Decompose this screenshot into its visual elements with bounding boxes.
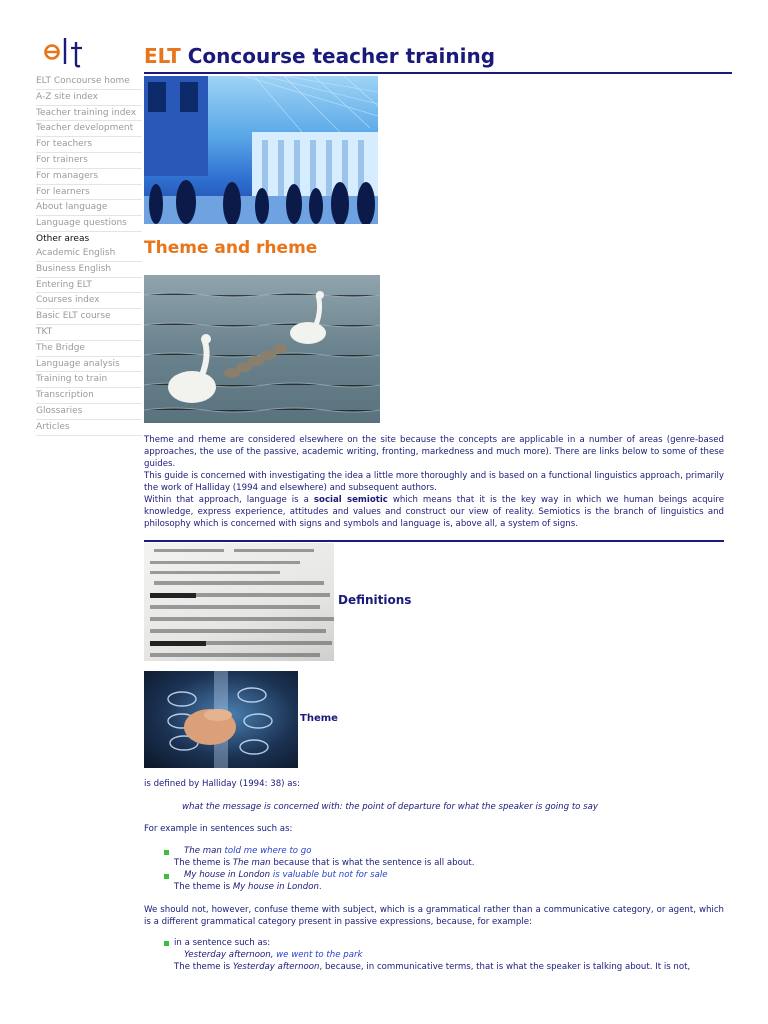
nav-item-glossaries[interactable]: Glossaries xyxy=(36,404,142,420)
nav-item-tkt[interactable]: TKT xyxy=(36,325,142,341)
example-1-note-start: The theme is xyxy=(174,858,233,868)
nav-item-transcription[interactable]: Transcription xyxy=(36,388,142,404)
example-2 xyxy=(184,869,388,881)
example-3-note-end: , because, in communicative terms, that is what the speaker is talking about. It is not, xyxy=(319,962,691,972)
caution-paragraph: We should not, however, confuse theme with subject, which is a grammatical rather than a communicative category, or agent, which is a different grammatical category present in passive expressions, because, for example: xyxy=(144,905,724,927)
nav-item-basic-elt-course[interactable]: Basic ELT course xyxy=(36,309,142,325)
intro-3-end: which means that it is the key way in which we human beings acquire knowledge, express experience, attitudes and values and construct our view of reality. Semiotics is the branch of linguistics and philosophy which is concerned with signs and symbols and language is, above all, a system of signs. xyxy=(144,495,725,529)
social-semiotic-term: social semiotic xyxy=(313,495,388,505)
nav-item-the-bridge[interactable]: The Bridge xyxy=(36,341,142,357)
example-2-note-start: The theme is xyxy=(174,882,233,892)
example-3-lead: in a sentence such as: xyxy=(174,938,271,948)
bullet-marker xyxy=(164,941,169,946)
page-title: Theme and rheme xyxy=(144,238,318,258)
nav-item-for-trainers[interactable]: For trainers xyxy=(36,153,142,169)
nav-item-business-english[interactable]: Business English xyxy=(36,262,142,278)
nav-heading-other-areas: Other areas xyxy=(36,233,90,244)
example-2-note-theme: My house in London xyxy=(232,882,319,892)
nav-item-entering-elt[interactable]: Entering ELT xyxy=(36,278,142,294)
nav-item-teacher-development[interactable]: Teacher development xyxy=(36,121,142,137)
defined-by-text: is defined by Halliday (1994: 38) as: xyxy=(144,779,300,789)
intro-paragraph-1: Theme and rheme are considered elsewhere on the site because the concepts are applicable in a number of areas (genre-based approaches, the use of the passive, academic writing, fronting, markedness and much more). There are links below to some of these guides. xyxy=(144,435,724,469)
intro-paragraph-2: This guide is concerned with investigating the idea a little more thoroughly and is based on a functional linguistics approach, primarily the work of Halliday (1994 and elsewhere) and subsequent authors. xyxy=(144,471,724,493)
example-3-note-start: The theme is xyxy=(174,962,233,972)
example-2-note-end: . xyxy=(318,882,322,892)
nav-item-for-learners[interactable]: For learners xyxy=(36,185,142,201)
example-1-theme: The man xyxy=(184,846,225,856)
example-3 xyxy=(184,949,363,961)
intro-3-start: Within that approach, language is a xyxy=(144,495,314,505)
example-3-rheme: we went to the park xyxy=(276,950,363,960)
site-title xyxy=(144,44,495,68)
intro-text xyxy=(144,434,724,530)
example-2-theme: My house in London xyxy=(184,870,273,880)
site-title-prefix: ELT xyxy=(144,44,181,68)
example-3-note-theme: Yesterday afternoon xyxy=(232,962,320,972)
section-divider xyxy=(144,540,724,542)
dictionary-image xyxy=(144,543,334,661)
bullet-marker xyxy=(164,850,169,855)
nav-item-language-analysis[interactable]: Language analysis xyxy=(36,357,142,373)
site-title-rest: Concourse teacher training xyxy=(180,44,496,68)
nav-item-academic-english[interactable]: Academic English xyxy=(36,246,142,262)
swans-image xyxy=(144,275,380,423)
example-1-note-end: because that is what the sentence is all about. xyxy=(270,858,475,868)
example-1-rheme: told me where to go xyxy=(224,846,312,856)
theme-heading: Theme xyxy=(300,713,338,724)
definitions-heading: Definitions xyxy=(338,593,412,607)
nav-item-for-teachers[interactable]: For teachers xyxy=(36,137,142,153)
example-1-note-theme: The man xyxy=(232,858,271,868)
touchscreen-image xyxy=(144,671,298,768)
elt-logo[interactable] xyxy=(38,34,94,74)
example-3-note xyxy=(174,961,724,973)
museum-courtyard-image xyxy=(144,76,378,224)
nav-item-training-to-train[interactable]: Training to train xyxy=(36,372,142,388)
example-intro-text: For example in sentences such as: xyxy=(144,824,293,834)
nav-item-home[interactable]: ELT Concourse home xyxy=(36,74,142,90)
nav-item-articles[interactable]: Articles xyxy=(36,420,142,436)
nav-item-courses-index[interactable]: Courses index xyxy=(36,293,142,309)
example-3-theme: Yesterday afternoon, xyxy=(184,950,277,960)
example-2-rheme: is valuable but not for sale xyxy=(272,870,388,880)
example-2-note xyxy=(174,881,322,893)
example-1-note xyxy=(174,857,474,869)
example-1 xyxy=(184,845,312,857)
nav-item-az-index[interactable]: A-Z site index xyxy=(36,90,142,106)
intro-paragraph-3 xyxy=(144,494,724,530)
bullet-marker xyxy=(164,874,169,879)
halliday-quote: what the message is concerned with: the point of departure for what the speaker is going to say xyxy=(182,802,599,812)
nav-item-about-language[interactable]: About language xyxy=(36,200,142,216)
nav-item-language-questions[interactable]: Language questions xyxy=(36,216,142,232)
sidebar-nav xyxy=(36,74,142,436)
title-divider xyxy=(144,72,732,74)
nav-item-for-managers[interactable]: For managers xyxy=(36,169,142,185)
nav-item-teacher-training-index[interactable]: Teacher training index xyxy=(36,106,142,122)
